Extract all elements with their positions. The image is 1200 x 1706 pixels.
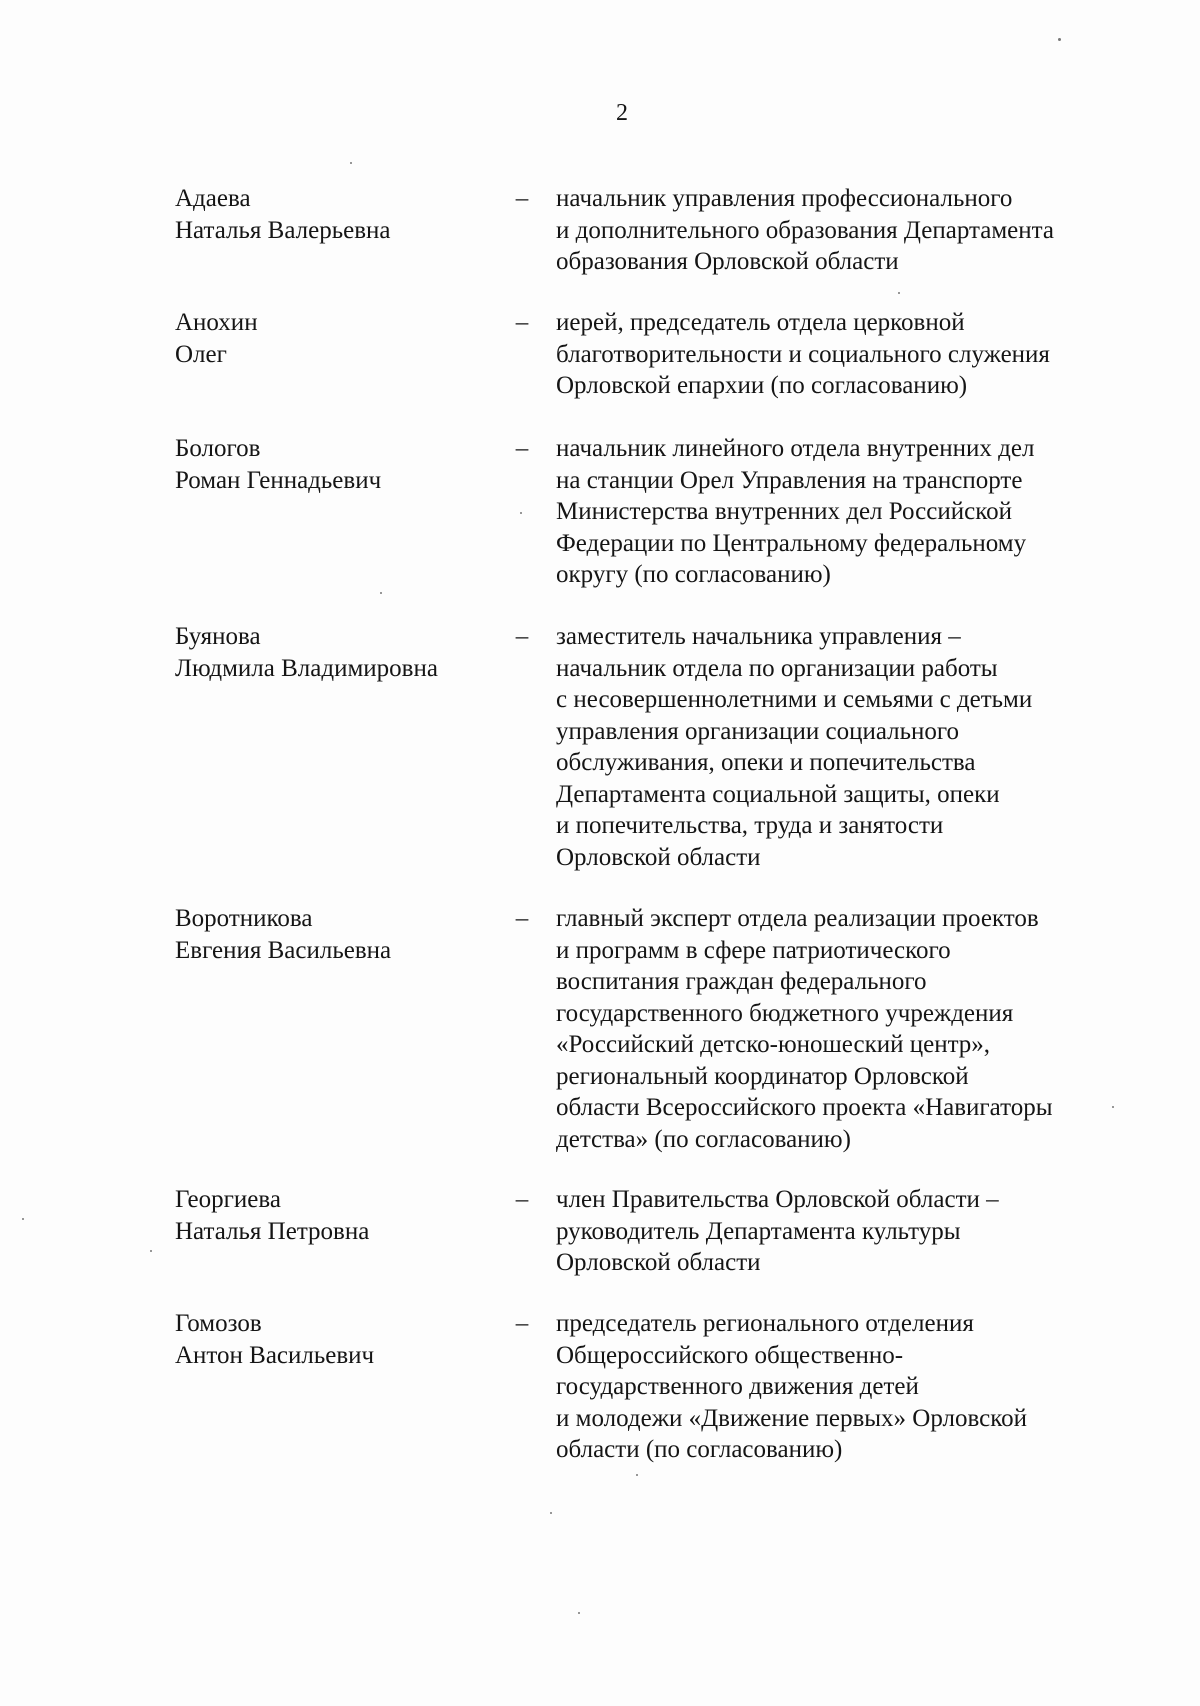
position-line: воспитания граждан федерального (556, 968, 927, 995)
separator-dash: – (515, 435, 529, 462)
member-name (175, 307, 495, 370)
separator-dash: – (515, 309, 529, 336)
separator-dash: – (515, 185, 529, 212)
position-line: государственного бюджетного учреждения (556, 999, 1014, 1027)
position-line: и программ в сфере патриотического (556, 936, 951, 964)
position-line: Департамента социальной защиты, опеки (556, 780, 1000, 808)
position-line: государственного движения детей (556, 1373, 919, 1400)
position-line: обслуживания, опеки и попечительства (556, 749, 976, 776)
position-line: на станции Орел Управления на транспорте (556, 466, 1023, 494)
member-given-names: Роман Геннадьевич (175, 466, 382, 494)
member-position (556, 1184, 1136, 1279)
member-surname: Буянова (175, 623, 261, 650)
member-position (556, 183, 1136, 278)
member-surname: Георгиева (175, 1186, 281, 1213)
position-line: с несовершеннолетними и семьями с детьми (556, 686, 1033, 713)
separator-dash: – (515, 1310, 529, 1337)
position-line: области (по согласованию) (556, 1436, 843, 1463)
member-surname: Воротникова (175, 905, 313, 932)
separator-dash: – (515, 1186, 529, 1213)
scan-speck (350, 162, 352, 164)
position-line: и молодежи «Движение первых» Орловской (556, 1404, 1028, 1432)
member-name (175, 1308, 495, 1371)
member-position (556, 307, 1136, 402)
scan-speck (636, 1474, 638, 1476)
scan-speck (22, 1218, 24, 1220)
member-given-names: Антон Васильевич (175, 1341, 375, 1369)
scan-speck (150, 1250, 152, 1252)
scan-speck (1112, 1106, 1114, 1108)
member-surname: Бологов (175, 435, 261, 462)
position-line: начальник отдела по организации работы (556, 654, 998, 682)
member-given-names: Олег (175, 340, 227, 368)
member-surname: Гомозов (175, 1310, 262, 1337)
separator-dash: – (515, 905, 529, 932)
position-line: округу (по согласованию) (556, 561, 831, 588)
scan-speck (380, 592, 382, 594)
position-line: Министерства внутренних дел Российской (556, 498, 1012, 525)
scan-speck (578, 1612, 580, 1614)
member-surname: Адаева (175, 185, 251, 212)
member-name (175, 1184, 495, 1247)
position-line: образования Орловской области (556, 248, 899, 275)
page-number: 2 (616, 100, 628, 126)
separator-dash: – (515, 623, 529, 650)
position-line: начальник линейного отдела внутренних дел (556, 435, 1035, 462)
position-line: Федерации по Центральному федеральному (556, 529, 1027, 557)
member-given-names: Наталья Валерьевна (175, 216, 391, 244)
position-line: председатель регионального отделения (556, 1310, 974, 1337)
position-line: управления организации социального (556, 717, 960, 745)
position-line: области Всероссийского проекта «Навигаторы (556, 1094, 1053, 1121)
member-given-names: Людмила Владимировна (175, 654, 438, 682)
position-line: Орловской области (556, 843, 761, 871)
member-position (556, 621, 1136, 873)
position-line: благотворительности и социального служения (556, 340, 1050, 368)
position-line: Общероссийского общественно- (556, 1341, 904, 1369)
member-name (175, 183, 495, 246)
member-position (556, 903, 1136, 1155)
member-name (175, 433, 495, 496)
position-line: «Российский детско-юношеский центр», (556, 1031, 991, 1058)
member-name (175, 621, 495, 684)
position-line: иерей, председатель отдела церковной (556, 309, 965, 336)
position-line: руководитель Департамента культуры (556, 1217, 961, 1245)
member-name (175, 903, 495, 966)
position-line: Орловской епархии (по согласованию) (556, 372, 968, 399)
position-line: и дополнительного образования Департамента (556, 216, 1054, 244)
member-given-names: Наталья Петровна (175, 1217, 370, 1245)
scan-speck (898, 292, 900, 294)
position-line: главный эксперт отдела реализации проектов (556, 905, 1039, 932)
position-line: детства» (по согласованию) (556, 1125, 851, 1153)
position-line: член Правительства Орловской области – (556, 1186, 999, 1213)
member-given-names: Евгения Васильевна (175, 936, 392, 964)
scan-speck (550, 1512, 552, 1514)
scan-speck (1058, 38, 1061, 41)
position-line: заместитель начальника управления – (556, 623, 961, 650)
position-line: начальник управления профессионального (556, 185, 1013, 212)
scan-speck (520, 512, 522, 514)
member-position (556, 1308, 1136, 1466)
position-line: региональный координатор Орловской (556, 1062, 969, 1090)
position-line: и попечительства, труда и занятости (556, 812, 944, 839)
member-position (556, 433, 1136, 591)
member-surname: Анохин (175, 309, 258, 336)
position-line: Орловской области (556, 1249, 761, 1276)
